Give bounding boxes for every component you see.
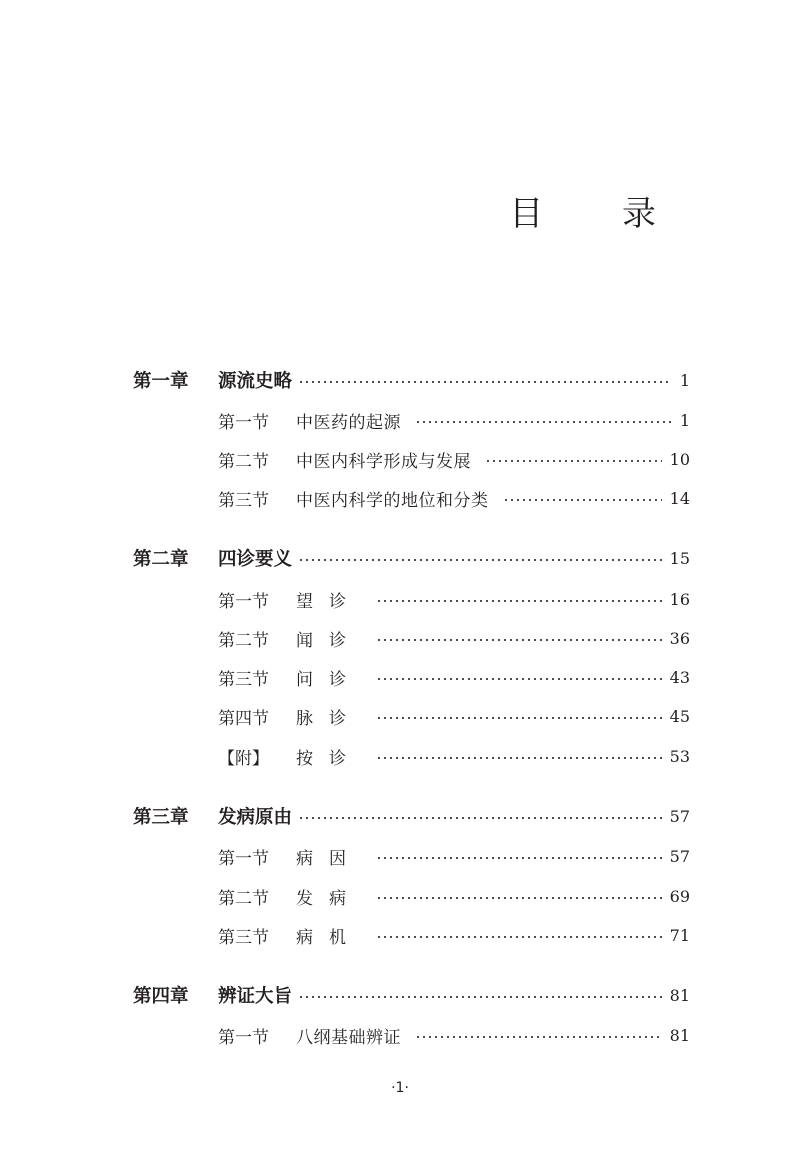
section-number: 第四节	[218, 708, 269, 729]
chapter-number: 第三章	[133, 807, 189, 828]
section-title: 中医药的起源	[296, 412, 401, 433]
page-number-footer: ·1·	[391, 1080, 409, 1096]
section-number: 第三节	[218, 927, 269, 948]
chapter-number: 第四章	[133, 986, 189, 1007]
page-number: 53	[669, 746, 690, 766]
dot-leader	[376, 600, 662, 602]
page-number: 1	[679, 370, 690, 390]
dot-leader	[376, 639, 662, 641]
toc-section-entry[interactable]	[0, 741, 800, 771]
toc-section-entry[interactable]	[0, 444, 800, 474]
toc-section-entry[interactable]	[0, 701, 800, 731]
page-number: 36	[669, 628, 690, 648]
section-number: 第二节	[218, 451, 269, 472]
page-title: 目 录	[509, 194, 690, 234]
toc-chapter-entry[interactable]	[0, 543, 800, 573]
chapter-title: 源流史略	[218, 371, 293, 392]
toc-section-entry[interactable]	[0, 1020, 800, 1050]
chapter-number: 第一章	[133, 371, 189, 392]
dot-leader	[503, 499, 662, 501]
toc-chapter-entry[interactable]	[0, 801, 800, 831]
page-number: 15	[669, 548, 690, 568]
section-title: 闻诊	[296, 630, 362, 651]
section-title: 脉诊	[296, 708, 362, 729]
section-title: 八纲基础辨证	[296, 1027, 401, 1048]
section-title: 发病	[296, 888, 362, 909]
toc-section-entry[interactable]	[0, 623, 800, 653]
page-number: 14	[669, 488, 690, 508]
page-number: 16	[669, 589, 690, 609]
section-number: 第三节	[218, 490, 269, 511]
section-title: 中医内科学的地位和分类	[296, 490, 489, 511]
section-number: 第二节	[218, 630, 269, 651]
toc-section-entry[interactable]	[0, 483, 800, 513]
dot-leader	[376, 897, 662, 899]
toc-section-entry[interactable]	[0, 662, 800, 692]
section-title: 病机	[296, 927, 362, 948]
chapter-title: 发病原由	[218, 807, 293, 828]
section-number: 第二节	[218, 888, 269, 909]
section-title: 望诊	[296, 591, 362, 612]
toc-chapter-entry[interactable]	[0, 980, 800, 1010]
toc-section-entry[interactable]	[0, 920, 800, 950]
dot-leader	[376, 757, 662, 759]
dot-leader	[298, 817, 662, 819]
page-number: 1	[679, 410, 690, 430]
section-number: 第三节	[218, 669, 269, 690]
section-number: 第一节	[218, 591, 269, 612]
toc-chapter-entry[interactable]	[0, 365, 800, 395]
dot-leader	[298, 381, 672, 383]
chapter-title: 辨证大旨	[218, 986, 293, 1007]
section-title: 按诊	[296, 748, 362, 769]
page-number: 57	[669, 806, 690, 826]
dot-leader	[298, 996, 662, 998]
section-title: 中医内科学形成与发展	[296, 451, 471, 472]
page-number: 71	[669, 925, 690, 945]
toc-section-entry[interactable]	[0, 584, 800, 614]
page-number: 45	[669, 706, 690, 726]
dot-leader	[298, 559, 662, 561]
section-number: 【附】	[218, 748, 269, 769]
dot-leader	[376, 857, 662, 859]
toc-section-entry[interactable]	[0, 841, 800, 871]
page-number: 69	[669, 886, 690, 906]
dot-leader	[415, 1036, 662, 1038]
page-number: 10	[669, 449, 690, 469]
page-number: 81	[669, 1025, 690, 1045]
dot-leader	[415, 421, 672, 423]
section-number: 第一节	[218, 412, 269, 433]
chapter-number: 第二章	[133, 549, 189, 570]
dot-leader	[376, 678, 662, 680]
page-number: 81	[669, 985, 690, 1005]
chapter-title: 四诊要义	[218, 549, 293, 570]
section-number: 第一节	[218, 1027, 269, 1048]
section-number: 第一节	[218, 848, 269, 869]
toc-section-entry[interactable]	[0, 405, 800, 435]
section-title: 病因	[296, 848, 362, 869]
toc-section-entry[interactable]	[0, 881, 800, 911]
dot-leader	[376, 936, 662, 938]
page-number: 43	[669, 667, 690, 687]
page-number: 57	[669, 846, 690, 866]
dot-leader	[485, 460, 662, 462]
dot-leader	[376, 717, 662, 719]
section-title: 问诊	[296, 669, 362, 690]
